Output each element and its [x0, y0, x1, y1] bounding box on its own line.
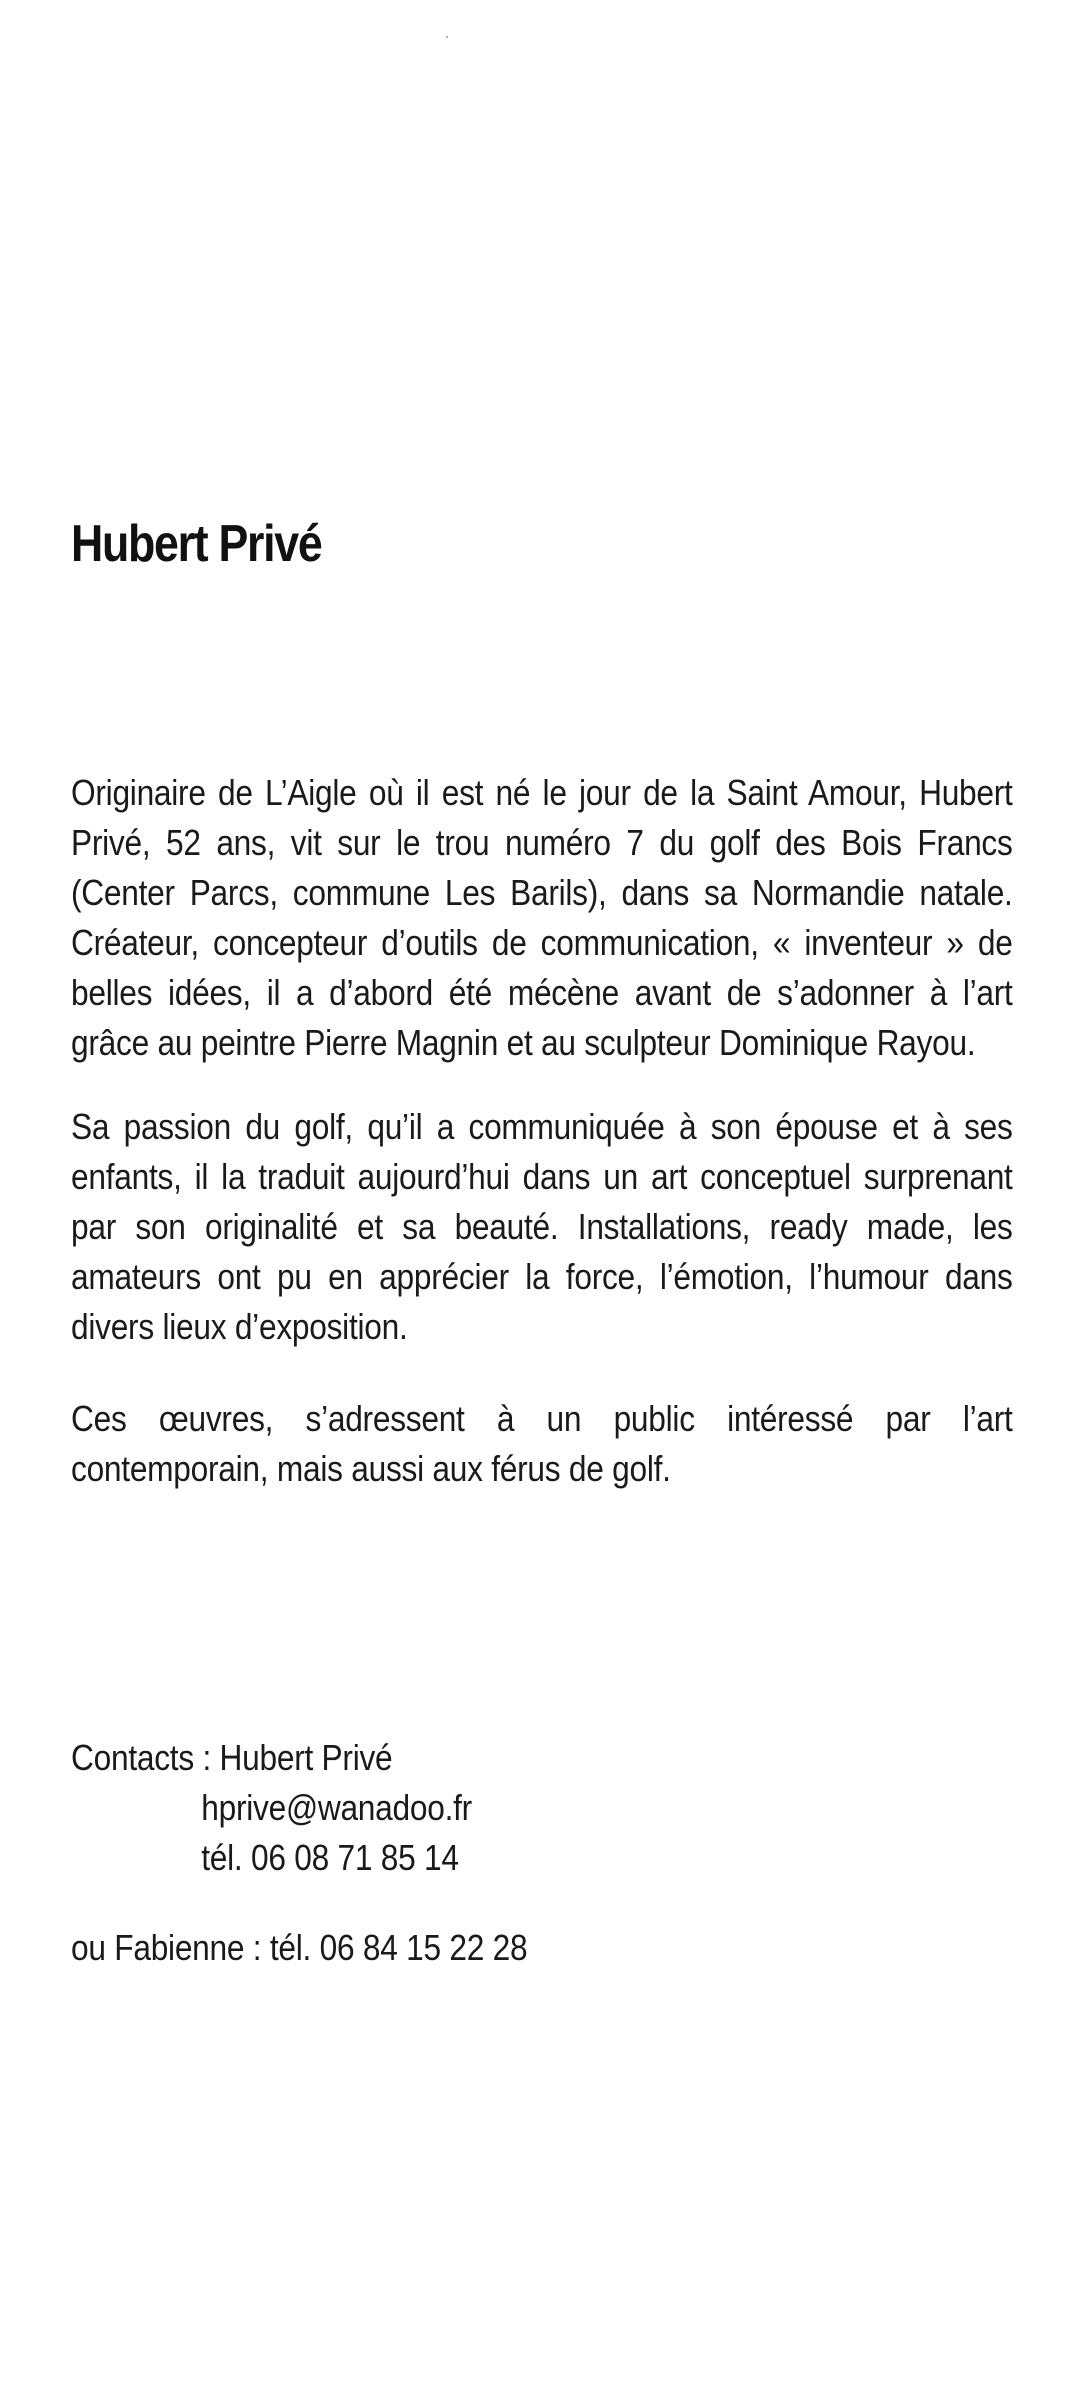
- contact-email: hprive@wanadoo.fr: [201, 1787, 472, 1828]
- contacts-block: [71, 1733, 527, 1973]
- contact-alternate: ou Fabienne : tél. 06 84 15 22 28: [71, 1927, 528, 1968]
- biography-paragraph-2: Sa passion du golf, qu’il a communiquée à son épouse et à ses enfants, il la traduit aujourd’hui dans un art conceptuel surprenant par son originalité et sa beauté. Installations, ready made, les amateurs ont pu en apprécier la force, l’émotion, l’humour dans divers lieux d’exposition.: [71, 1106, 1013, 1347]
- scan-speck: [446, 36, 448, 38]
- biography-paragraph-1: Originaire de L’Aigle où il est né le jour de la Saint Amour, Hubert Privé, 52 ans, vit sur le trou numéro 7 du golf des Bois Francs (Center Parcs, commune Les Barils), dans sa Normandie natale. Créateur, concepteur d’outils de communication, « inventeur » de belles idées, il a d’abord été mécène avant de s’adonner à l’art grâce au peintre Pierre Magnin et au sculpteur Dominique Rayou.: [71, 772, 1013, 1063]
- biography-paragraph-3: Ces œuvres, s’adressent à un public intéressé par l’art contemporain, mais aussi aux férus de golf.: [71, 1398, 1013, 1489]
- page-title: Hubert Privé: [71, 515, 322, 573]
- contacts-label: Contacts : Hubert Privé: [71, 1737, 393, 1778]
- contact-phone: tél. 06 08 71 85 14: [201, 1837, 459, 1878]
